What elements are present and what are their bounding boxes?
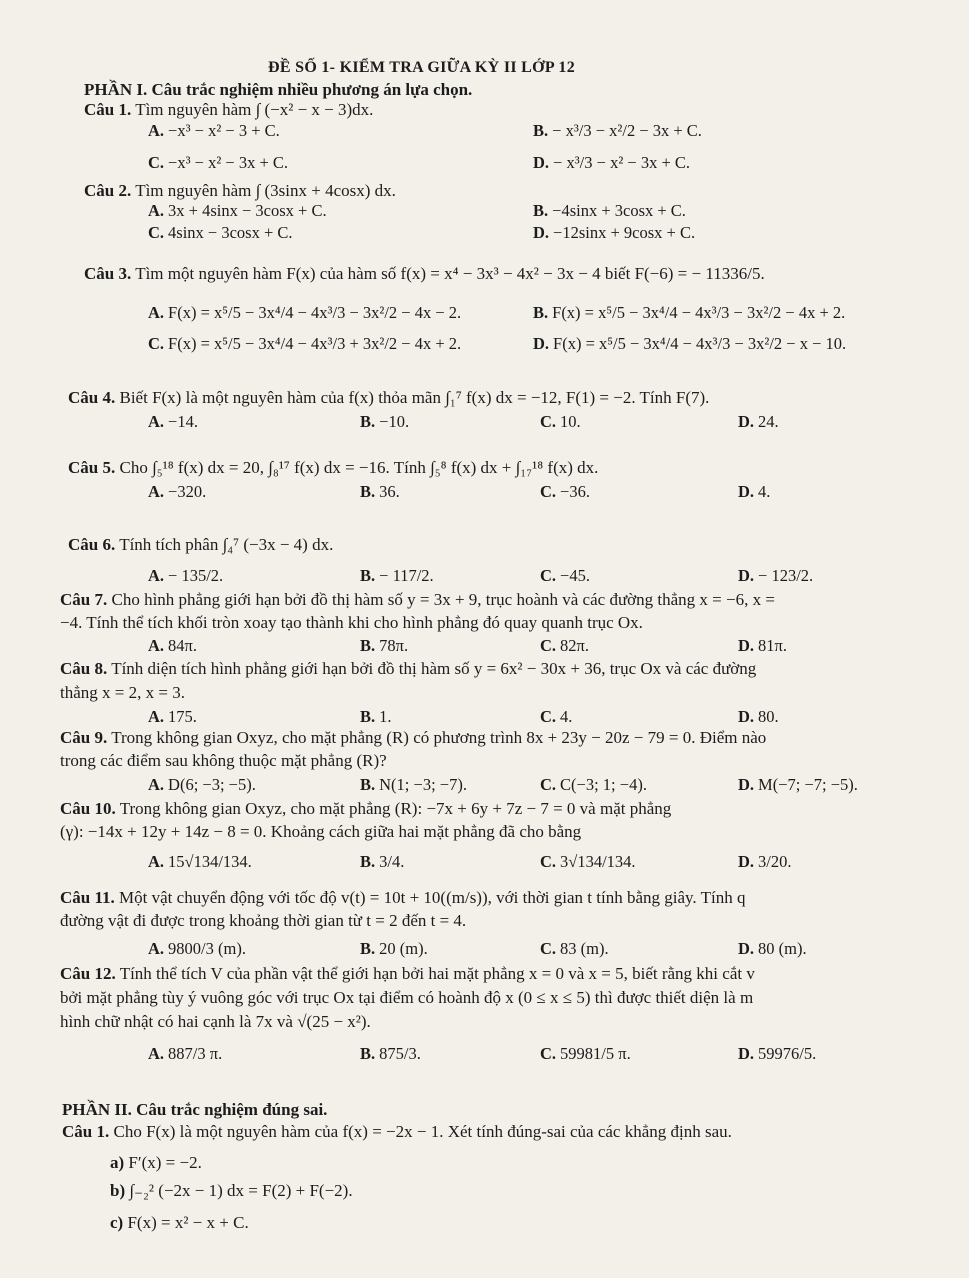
option-text: −x³ − x² − 3x + C. [168,153,289,172]
option-letter: A. [148,707,165,726]
question-7-label: Câu 7. [60,590,108,609]
question-11-label: Câu 11. [60,888,115,907]
statement-text: F(x) = x² − x + C. [123,1213,249,1232]
option-letter: A. [148,412,165,431]
option-text: 15√134/134. [168,852,252,871]
question-5-label: Câu 5. [68,458,116,477]
option-letter: B. [360,412,376,431]
option-text: −36. [560,482,590,501]
option-letter: B. [360,775,376,794]
option-text: 10. [560,412,581,431]
question-6-option-a [148,565,223,587]
question-1-option-a [148,120,280,142]
question-6-option-d [738,565,813,587]
option-letter: C. [540,1044,557,1063]
option-letter: D. [738,482,755,501]
option-letter: C. [540,636,557,655]
question-8-line-2 [60,682,185,704]
question-3-line-1 [84,263,765,285]
option-text: 84π. [168,636,198,655]
option-text: − x³/3 − x²/2 − 3x + C. [552,121,702,140]
option-text: F(x) = x⁵/5 − 3x⁴/4 − 4x³/3 − 3x²/2 − 4x − 2. [168,303,462,322]
option-letter: A. [148,566,165,585]
part-2-statement-c [110,1212,249,1234]
question-3-option-d [533,333,846,355]
option-letter: C. [540,939,557,958]
option-text: 59976/5. [758,1044,817,1063]
question-12-text: Tính thể tích V của phần vật thể giới hạn bởi hai mặt phẳng x = 0 và x = 5, biết rằng khi cắt v [119,964,755,983]
option-text: − 135/2. [168,566,224,585]
question-5-option-d [738,481,770,503]
question-6-option-b [360,565,434,587]
option-letter: D. [738,412,755,431]
option-text: 3/4. [379,852,405,871]
question-11-option-c [540,938,609,960]
question-12-text: hình chữ nhật có hai cạnh là 7x và √(25 − x²). [60,1012,371,1031]
option-letter: C. [148,153,165,172]
question-9-label: Câu 9. [60,728,108,747]
question-7-text: −4. Tính thể tích khối tròn xoay tạo thành khi cho hình phẳng đó quay quanh trục Ox. [60,613,643,632]
option-letter: B. [360,1044,376,1063]
option-text: 78π. [379,636,409,655]
option-letter: B. [360,852,376,871]
question-8-option-c [540,706,572,728]
option-letter: D. [738,1044,755,1063]
question-4-option-b [360,411,409,433]
option-text: 80. [758,707,779,726]
option-text: 36. [379,482,400,501]
question-11-option-a [148,938,246,960]
part-2-statement-b [110,1180,353,1202]
option-text: 24. [758,412,779,431]
part-2-question-text: Cho F(x) là một nguyên hàm của f(x) = −2x − 1. Xét tính đúng-sai của các khẳng định sau. [113,1122,732,1141]
question-2-text: Tìm nguyên hàm ∫ (3sinx + 4cosx) dx. [135,181,396,200]
option-letter: D. [738,707,755,726]
option-letter: B. [533,201,549,220]
question-9-text: trong các điểm sau không thuộc mặt phẳng (R)? [60,751,387,770]
option-letter: D. [738,775,755,794]
option-letter: C. [148,223,165,242]
option-text: C(−3; 1; −4). [560,775,647,794]
option-text: −320. [168,482,207,501]
question-5-option-a [148,481,206,503]
option-text: − x³/3 − x² − 3x + C. [553,153,691,172]
question-10-line-2 [60,821,581,843]
question-7-option-c [540,635,589,657]
question-11-option-d [738,938,807,960]
part-2-heading: PHẦN II. Câu trắc nghiệm đúng sai. [62,1100,328,1119]
option-letter: A. [148,636,165,655]
question-7-option-d [738,635,787,657]
statement-letter: b) [110,1181,126,1200]
option-text: 3√134/134. [560,852,636,871]
statement-text: ∫₋₂² (−2x − 1) dx = F(2) + F(−2). [125,1181,353,1200]
question-1-line-1 [84,99,373,121]
question-3-option-c [148,333,461,355]
question-7-option-a [148,635,197,657]
question-9-option-c [540,774,647,796]
question-8-line-1 [60,658,756,680]
question-5-option-c [540,481,590,503]
question-1-option-b [533,120,702,142]
option-text: 83 (m). [560,939,609,958]
question-1-option-d [533,152,690,174]
question-4-option-c [540,411,581,433]
option-letter: D. [533,223,550,242]
question-5-line-1 [68,457,598,479]
option-letter: C. [540,707,557,726]
question-2-option-a [148,200,327,222]
option-letter: A. [148,303,165,322]
option-text: −45. [560,566,590,585]
option-letter: A. [148,939,165,958]
option-letter: A. [148,201,165,220]
statement-letter: a) [110,1153,125,1172]
question-7-line-2 [60,612,643,634]
option-letter: C. [148,334,165,353]
option-letter: B. [360,566,376,585]
question-8-text: Tính diện tích hình phẳng giới hạn bởi đồ thị hàm số y = 6x² − 30x + 36, trục Ox và các đường [111,659,757,678]
option-letter: C. [540,852,557,871]
question-6-label: Câu 6. [68,535,116,554]
option-letter: D. [533,334,550,353]
option-text: − 117/2. [379,566,434,585]
question-4-label: Câu 4. [68,388,116,407]
question-4-option-d [738,411,779,433]
question-10-option-d [738,851,792,873]
question-12-option-d [738,1043,816,1065]
question-9-option-d [738,774,858,796]
question-11-text: đường vật đi được trong khoảng thời gian từ t = 2 đến t = 4. [60,911,467,930]
question-10-line-1 [60,798,671,820]
question-10-option-b [360,851,404,873]
option-text: N(1; −3; −7). [379,775,467,794]
question-10-label: Câu 10. [60,799,116,818]
question-12-label: Câu 12. [60,964,116,983]
part-1-heading: PHẦN I. Câu trắc nghiệm nhiều phương án lựa chọn. [84,80,473,99]
option-text: M(−7; −7; −5). [758,775,858,794]
option-letter: B. [533,121,549,140]
option-text: 175. [168,707,197,726]
question-12-line-1 [60,963,755,985]
question-8-label: Câu 8. [60,659,108,678]
question-7-line-1 [60,589,775,611]
question-12-text: bởi mặt phẳng tùy ý vuông góc với trục Ox tại điểm có hoành độ x (0 ≤ x ≤ 5) thì được thiết diện là m [60,988,754,1007]
part-2-question-line [62,1121,732,1143]
part-2-statement-a [110,1152,202,1174]
question-10-text: Trong không gian Oxyz, cho mặt phẳng (R): −7x + 6y + 7z − 7 = 0 và mặt phẳng [119,799,672,818]
question-2-option-c [148,222,293,244]
option-text: −x³ − x² − 3 + C. [168,121,280,140]
option-text: − 123/2. [758,566,814,585]
question-3-label: Câu 3. [84,264,132,283]
option-letter: C. [540,482,557,501]
option-letter: A. [148,775,165,794]
option-letter: A. [148,482,165,501]
question-8-text: thẳng x = 2, x = 3. [60,683,185,702]
option-letter: B. [360,939,376,958]
question-8-option-b [360,706,392,728]
option-text: F(x) = x⁵/5 − 3x⁴/4 − 4x³/3 − 3x²/2 − x − 10. [553,334,847,353]
option-text: 3/20. [758,852,792,871]
option-letter: C. [540,412,557,431]
question-12-line-3 [60,1011,371,1033]
option-letter: A. [148,852,165,871]
question-2-line-1 [84,180,396,202]
question-1-label: Câu 1. [84,100,132,119]
question-12-option-c [540,1043,631,1065]
question-4-option-a [148,411,198,433]
option-text: −10. [379,412,410,431]
question-8-option-d [738,706,779,728]
question-9-option-a [148,774,256,796]
option-text: −4sinx + 3cosx + C. [552,201,686,220]
question-5-option-b [360,481,400,503]
option-letter: B. [533,303,549,322]
question-11-text: Một vật chuyển động với tốc độ v(t) = 10t + 10((m/s)), với thời gian t tính bằng giây. Tính q [119,888,746,907]
question-6-line-1 [68,534,333,556]
option-text: D(6; −3; −5). [168,775,256,794]
question-2-option-b [533,200,686,222]
option-letter: B. [360,707,376,726]
statement-text: F′(x) = −2. [124,1153,202,1172]
option-letter: D. [738,939,755,958]
question-3-text: Tìm một nguyên hàm F(x) của hàm số f(x) = x⁴ − 3x³ − 4x² − 3x − 4 biết F(−6) = − 11336/5. [135,264,765,283]
question-12-line-2 [60,987,753,1009]
option-letter: B. [360,482,376,501]
question-9-line-2 [60,750,387,772]
option-text: 887/3 π. [168,1044,223,1063]
option-text: −14. [168,412,198,431]
question-12-option-b [360,1043,421,1065]
option-text: F(x) = x⁵/5 − 3x⁴/4 − 4x³/3 − 3x²/2 − 4x + 2. [552,303,846,322]
question-9-option-b [360,774,467,796]
option-letter: D. [738,566,755,585]
question-6-option-c [540,565,590,587]
option-text: 81π. [758,636,788,655]
question-10-text: (γ): −14x + 12y + 14z − 8 = 0. Khoảng cách giữa hai mặt phẳng đã cho bằng [60,822,582,841]
option-text: −12sinx + 9cosx + C. [553,223,696,242]
question-10-option-c [540,851,636,873]
exam-title: ĐỀ SỐ 1- KIỂM TRA GIỮA KỲ II LỚP 12 [268,59,575,76]
question-10-option-a [148,851,252,873]
option-text: 20 (m). [379,939,428,958]
question-7-option-b [360,635,408,657]
option-text: 4sinx − 3cosx + C. [168,223,293,242]
option-text: 80 (m). [758,939,807,958]
question-3-option-b [533,302,845,324]
statement-letter: c) [110,1213,124,1232]
option-text: 4. [560,707,573,726]
question-2-label: Câu 2. [84,181,132,200]
question-4-text: Biết F(x) là một nguyên hàm của f(x) thỏa mãn ∫₁⁷ f(x) dx = −12, F(1) = −2. Tính F(7). [119,388,710,407]
question-7-text: Cho hình phẳng giới hạn bởi đồ thị hàm số y = 3x + 9, trục hoành và các đường thẳng x = −6, x = [111,590,775,609]
question-9-text: Trong không gian Oxyz, cho mặt phẳng (R) có phương trình 8x + 23y − 20z − 79 = 0. Điểm nào [111,728,767,747]
question-5-text: Cho ∫₅¹⁸ f(x) dx = 20, ∫₈¹⁷ f(x) dx = −16. Tính ∫₅⁸ f(x) dx + ∫₁₇¹⁸ f(x) dx. [119,458,599,477]
option-text: F(x) = x⁵/5 − 3x⁴/4 − 4x³/3 + 3x²/2 − 4x + 2. [168,334,462,353]
question-12-option-a [148,1043,222,1065]
option-text: 82π. [560,636,590,655]
option-letter: B. [360,636,376,655]
question-9-line-1 [60,727,766,749]
question-11-option-b [360,938,428,960]
question-2-option-d [533,222,695,244]
option-text: 9800/3 (m). [168,939,246,958]
option-text: 1. [379,707,392,726]
option-letter: C. [540,775,557,794]
question-8-option-a [148,706,197,728]
option-text: 3x + 4sinx − 3cosx + C. [168,201,327,220]
question-3-option-a [148,302,461,324]
question-4-line-1 [68,387,709,409]
option-text: 4. [758,482,771,501]
option-text: 875/3. [379,1044,421,1063]
option-letter: C. [540,566,557,585]
question-6-text: Tính tích phân ∫₄⁷ (−3x − 4) dx. [119,535,334,554]
option-text: 59981/5 π. [560,1044,631,1063]
option-letter: A. [148,1044,165,1063]
question-1-text: Tìm nguyên hàm ∫ (−x² − x − 3)dx. [135,100,374,119]
question-11-line-2 [60,910,466,932]
question-11-line-1 [60,887,745,909]
option-letter: D. [738,636,755,655]
option-letter: D. [738,852,755,871]
part-2-question-label: Câu 1. [62,1122,110,1141]
option-letter: A. [148,121,165,140]
option-letter: D. [533,153,550,172]
question-1-option-c [148,152,288,174]
